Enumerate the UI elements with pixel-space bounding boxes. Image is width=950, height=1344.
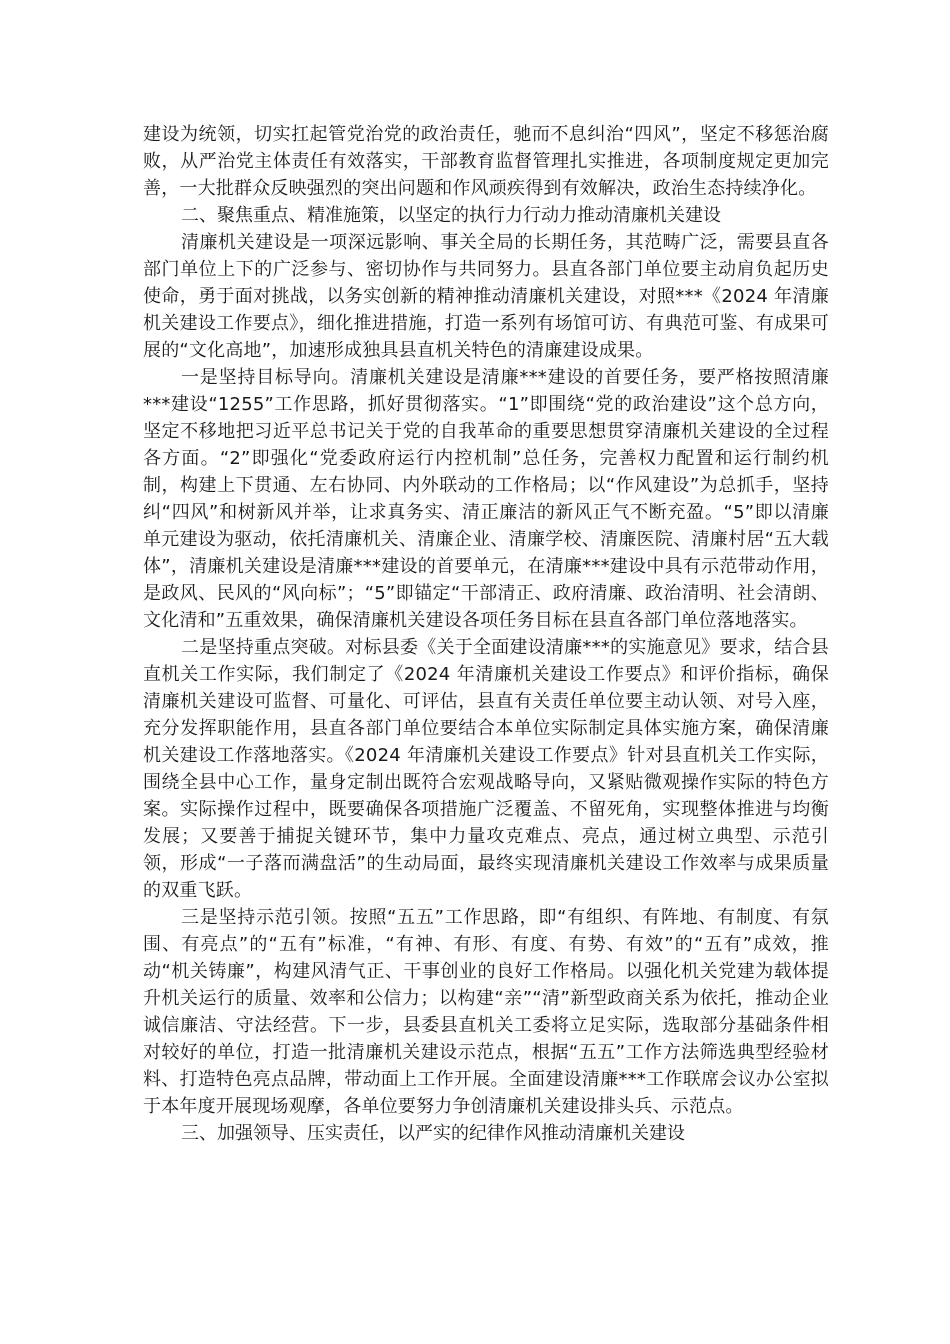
paragraph-intro: 清廉机关建设是一项深远影响、事关全局的长期任务，其范畴广泛，需要县直各部门单位上下的广泛参与、密切协作与共同努力。县直各部门单位要主动肩负起历史使命，勇于面对挑战，以务实创新的精神推动清廉机关建设，对照***《2024 年清廉机关建设工作要点》，细化推进措施，打造一系列有场馆可访、有典范可鉴、有成果可展的“文化高地”，加速形成独具县直机关特色的清廉建设成果。 <box>143 232 829 361</box>
paragraph-key-breakthrough: 二是坚持重点突破。对标县委《关于全面建设清廉***的实施意见》要求，结合县直机关工作实际，我们制定了《2024 年清廉机关建设工作要点》和评价指标，确保清廉机关建设可监督、可量化、可评估，县直有关责任单位要主动认领、对号入座，充分发挥职能作用，县直各部门单位要结合本单位实际制定具体实施方案，确保清廉机关建设工作落地落实。《2024 年清廉机关建设工作要点》针对县直机关工作实际，围绕全县中心工作，量身定制出既符合宏观战略导向，又紧贴微观操作实际的特色方案。实际操作过程中，既要确保各项措施广泛覆盖、不留死角，实现整体推进与均衡发展；又要善于捕捉关键环节，集中力量攻克难点、亮点，通过树立典型、示范引领，形成“一子落而满盘活”的生动局面，最终实现清廉机关建设工作效率与成果质量的双重飞跃。 <box>143 637 829 901</box>
paragraph-continuation: 建设为统领，切实扛起管党治党的政治责任，驰而不息纠治“四风”，坚定不移惩治腐败，从严治党主体责任有效落实，干部教育监督管理扎实推进，各项制度规定更加完善，一大批群众反映强烈的突出问题和作风顽疾得到有效解决，政治生态持续净化。 <box>143 124 829 199</box>
document-page <box>143 121 829 1147</box>
paragraph-goal-orientation: 一是坚持目标导向。清廉机关建设是清廉***建设的首要任务，要严格按照清廉***建设“1255”工作思路，抓好贯彻落实。“1”即围绕“党的政治建设”这个总方向，坚定不移地把习近平总书记关于党的自我革命的重要思想贯穿清廉机关建设的全过程各方面。“2”即强化“党委政府运行内控机制”总任务，完善权力配置和运行制约机制，构建上下贯通、左右协同、内外联动的工作格局；以“作风建设”为总抓手，坚持纠“四风”和树新风并举，让求真务实、清正廉洁的新风正气不断充盈。“5”即以清廉单元建设为驱动，依托清廉机关、清廉企业、清廉学校、清廉医院、清廉村居“五大载体”，清廉机关建设是清廉***建设的首要单元，在清廉***建设中具有示范带动作用，是政风、民风的“风向标”；“5”即锚定“干部清正、政府清廉、政治清明、社会清朗、文化清和”五重效果，确保清廉机关建设各项任务目标在县直各部门单位落地落实。 <box>143 367 829 631</box>
section-heading-2: 二、聚焦重点、精准施策，以坚定的执行力行动力推动清廉机关建设 <box>181 205 721 226</box>
section-heading-3: 三、加强领导、压实责任，以严实的纪律作风推动清廉机关建设 <box>181 1123 685 1144</box>
paragraph-demonstration: 三是坚持示范引领。按照“五五”工作思路，即“有组织、有阵地、有制度、有氛围、有亮点”的“五有”标准，“有神、有形、有度、有势、有效”的“五有”成效，推动“机关铸廉”，构建风清气正、干事创业的良好工作格局。以强化机关党建为载体提升机关运行的质量、效率和公信力；以构建“亲”“清”新型政商关系为依托，推动企业诚信廉洁、守法经营。下一步，县委县直机关工委将立足实际，选取部分基础条件相对较好的单位，打造一批清廉机关建设示范点，根据“五五”工作方法筛选典型经验材料、打造特色亮点品牌，带动面上工作开展。全面建设清廉***工作联席会议办公室拟于本年度开展现场观摩，各单位要努力争创清廉机关建设排头兵、示范点。 <box>143 907 829 1117</box>
